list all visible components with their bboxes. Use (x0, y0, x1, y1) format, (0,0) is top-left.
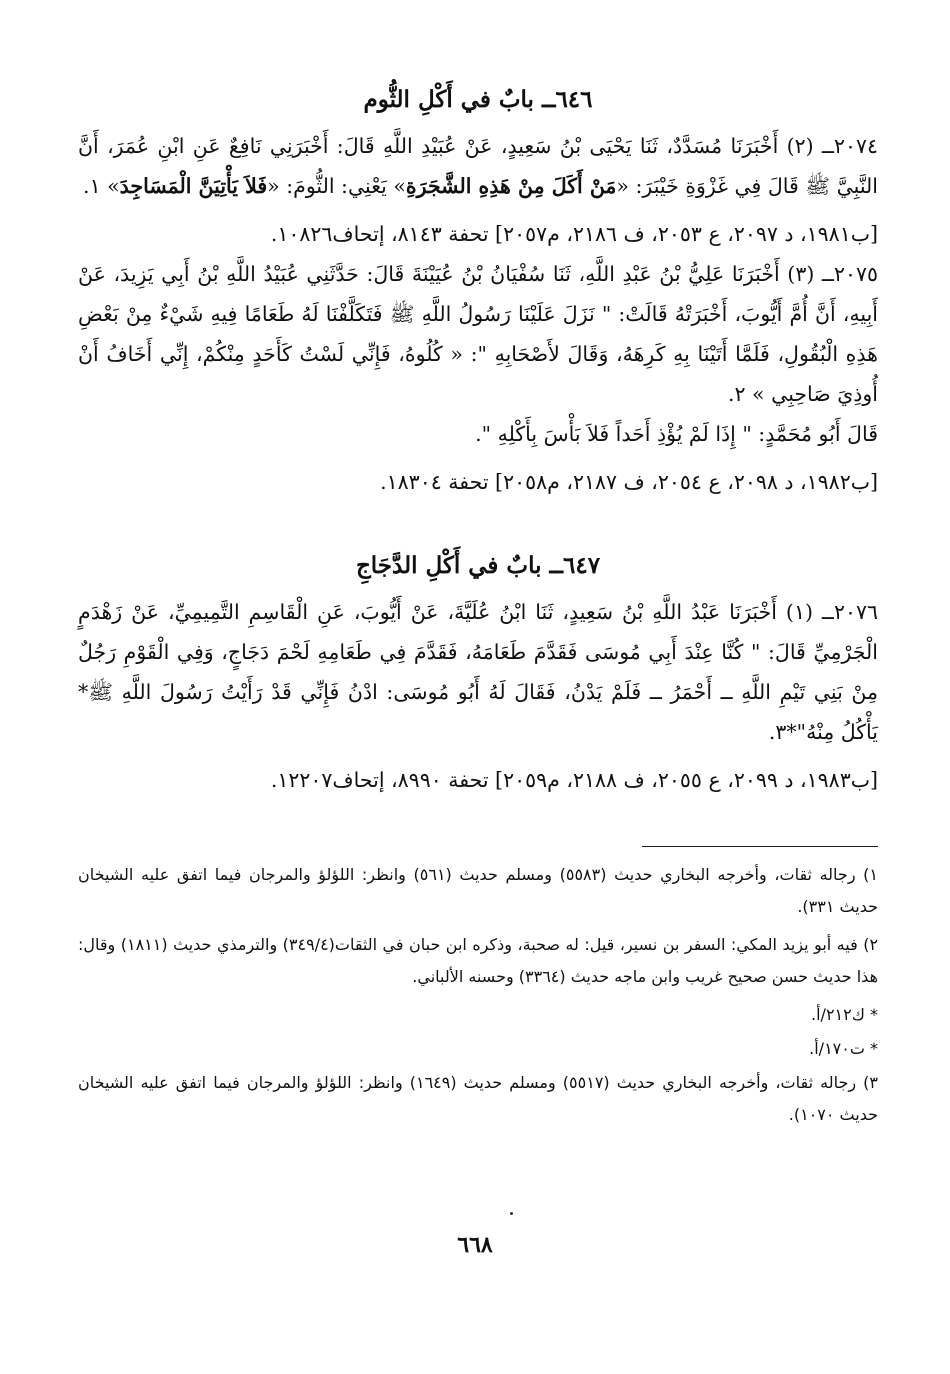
hadith-2074 (78, 126, 878, 206)
footnote-separator (78, 846, 878, 847)
footnote-folio-t: * ت١٧٠/أ. (809, 1039, 878, 1058)
references-2075: [ب١٩٨٢، د ٢٠٩٨، ع ٢٠٥٤، ف ٢١٨٧، م٢٠٥٨] تحفة ١٨٣٠٤. (380, 470, 878, 494)
abu-muhammad-comment: قَالَ أَبُو مُحَمَّدٍ: " إِذَا لَمْ يُؤْذِ أَحَداً فَلاَ بَأْسَ بِأَكْلِهِ ". (475, 422, 878, 446)
footnote-1: ١) رجاله ثقات، وأخرجه البخاري حديث (٥٥٨٣) ومسلم حديث (٥٦١) وانظر: اللؤلؤ والمرجان فيما اتفق عليه الشيخان حديث ٣٣١). (78, 865, 878, 916)
page-number: ٦٦٨ (457, 1232, 493, 1258)
hadith-2074-end: » ١. (83, 174, 120, 198)
hadith-2074-mid: » يَعْنِي: الثُّومَ: « (267, 174, 406, 198)
references-2076: [ب١٩٨٣، د ٢٠٩٩، ع ٢٠٥٥، ف ٢١٨٨، م٢٠٥٩] تحفة ٨٩٩٠، إتحاف١٢٢٠٧. (270, 768, 878, 792)
footnote-2: ٢) فيه أبو يزيد المكي: السفر بن نسير، قيل: له صحبة، وذكره ابن حبان في الثقات(٣٤٩/٤) والترمذي حديث (١٨١١) وقال: هذا حديث حسن صحيح غريب وابن ماجه حديث (٣٣٦٤) وحسنه الألباني. (78, 935, 879, 986)
references-2074: [ب١٩٨١، د ٢٠٩٧، ع ٢٠٥٣، ف ٢١٨٦، م٢٠٥٧] تحفة ٨١٤٣، إتحاف١٠٨٢٦. (270, 222, 878, 246)
footnote-3: ٣) رجاله ثقات، وأخرجه البخاري حديث (٥٥١٧) ومسلم حديث (١٦٤٩) وانظر: اللؤلؤ والمرجان فيما اتفق عليه الشيخان حديث ١٠٧٠). (78, 1073, 878, 1124)
chapter-heading-chicken: ٦٤٧ــ بابٌ في أَكْلِ الدَّجَاجِ (355, 552, 601, 579)
hadith-2074-matn-1: مَنْ أَكَلَ مِنْ هَذِهِ الشَّجَرَةِ (405, 174, 617, 198)
footnote-folio-k: * ك٢١٢/أ. (811, 1005, 878, 1024)
book-page (78, 82, 878, 1137)
hadith-2076: ٢٠٧٦ــ (١) أَخْبَرَنَا عَبْدُ اللَّهِ بْنُ سَعِيدٍ، ثَنَا ابْنُ عُلَيَّةَ، عَنْ أَيُّوبَ، عَنِ الْقَاسِمِ التَّمِيمِيِّ، عَنْ زَهْدَمٍ الْجَرْمِيِّ قَالَ: " كُنَّا عِنْدَ أَبِي مُوسَى فَقَدَّمَ طَعَامَهُ، فَقَدَّمَ فِي طَعَامِهِ لَحْمَ دَجَاجٍ، وَفِي الْقَوْمِ رَجُلٌ مِنْ بَنِي تَيْمِ اللَّهِ ــ أَحْمَرُ ــ فَلَمْ يَدْنُ، فَقَالَ لَهُ أَبُو مُوسَى: ادْنُ فَإِنِّي قَدْ رَأَيْتُ رَسُولَ اللَّهِ ﷺ* يَأْكُلُ مِنْهُ"*٣. (78, 600, 878, 744)
hadith-2074-isnad: ٢٠٧٤ــ (٢) أَخْبَرَنَا مُسَدَّدٌ، ثَنَا يَحْيَى بْنُ سَعِيدٍ، عَنْ عُبَيْدِ اللَّهِ قَالَ: أَخْبَرَنِي نَافِعٌ عَنِ ابْنِ عُمَرَ، أَنَّ النَّبِيَّ ﷺ قَالَ فِي غَزْوَةِ خَيْبَرَ: « (78, 134, 878, 198)
hadith-2074-matn-2: فَلاَ يَأْتِيَنَّ الْمَسَاجِدَ (119, 174, 268, 198)
hadith-2075: ٢٠٧٥ــ (٣) أَخْبَرَنَا عَلِيُّ بْنُ عَبْدِ اللَّهِ، ثَنَا سُفْيَانُ بْنُ عُيَيْنَةَ قَالَ: حَدَّثَنِي عُبَيْدُ اللَّهِ بْنُ أَبِي يَزِيدَ، عَنْ أَبِيهِ، أَنَّ أُمَّ أَيُّوبَ، أَخْبَرَتْهُ قَالَتْ: " نَزَلَ عَلَيْنَا رَسُولُ اللَّهِ ﷺ فَتَكَلَّفْنَا لَهُ طَعَامًا فِيهِ شَيْءٌ مِنْ بَعْضِ هَذِهِ الْبُقُولِ، فَلَمَّا أَتَيْنَا بِهِ كَرِهَهُ، وَقَالَ لأَصْحَابِهِ ": « كُلُوهُ، فَإِنِّي لَسْتُ كَأَحَدٍ مِنْكُمْ، إِنِّي أَخَافُ أَنْ أُوذِيَ صَاحِبِي » ٢. (78, 262, 878, 406)
scan-speck (510, 1212, 513, 1215)
chapter-heading-garlic: ٦٤٦ــ بابٌ في أَكْلِ الثُّوم (363, 86, 593, 113)
